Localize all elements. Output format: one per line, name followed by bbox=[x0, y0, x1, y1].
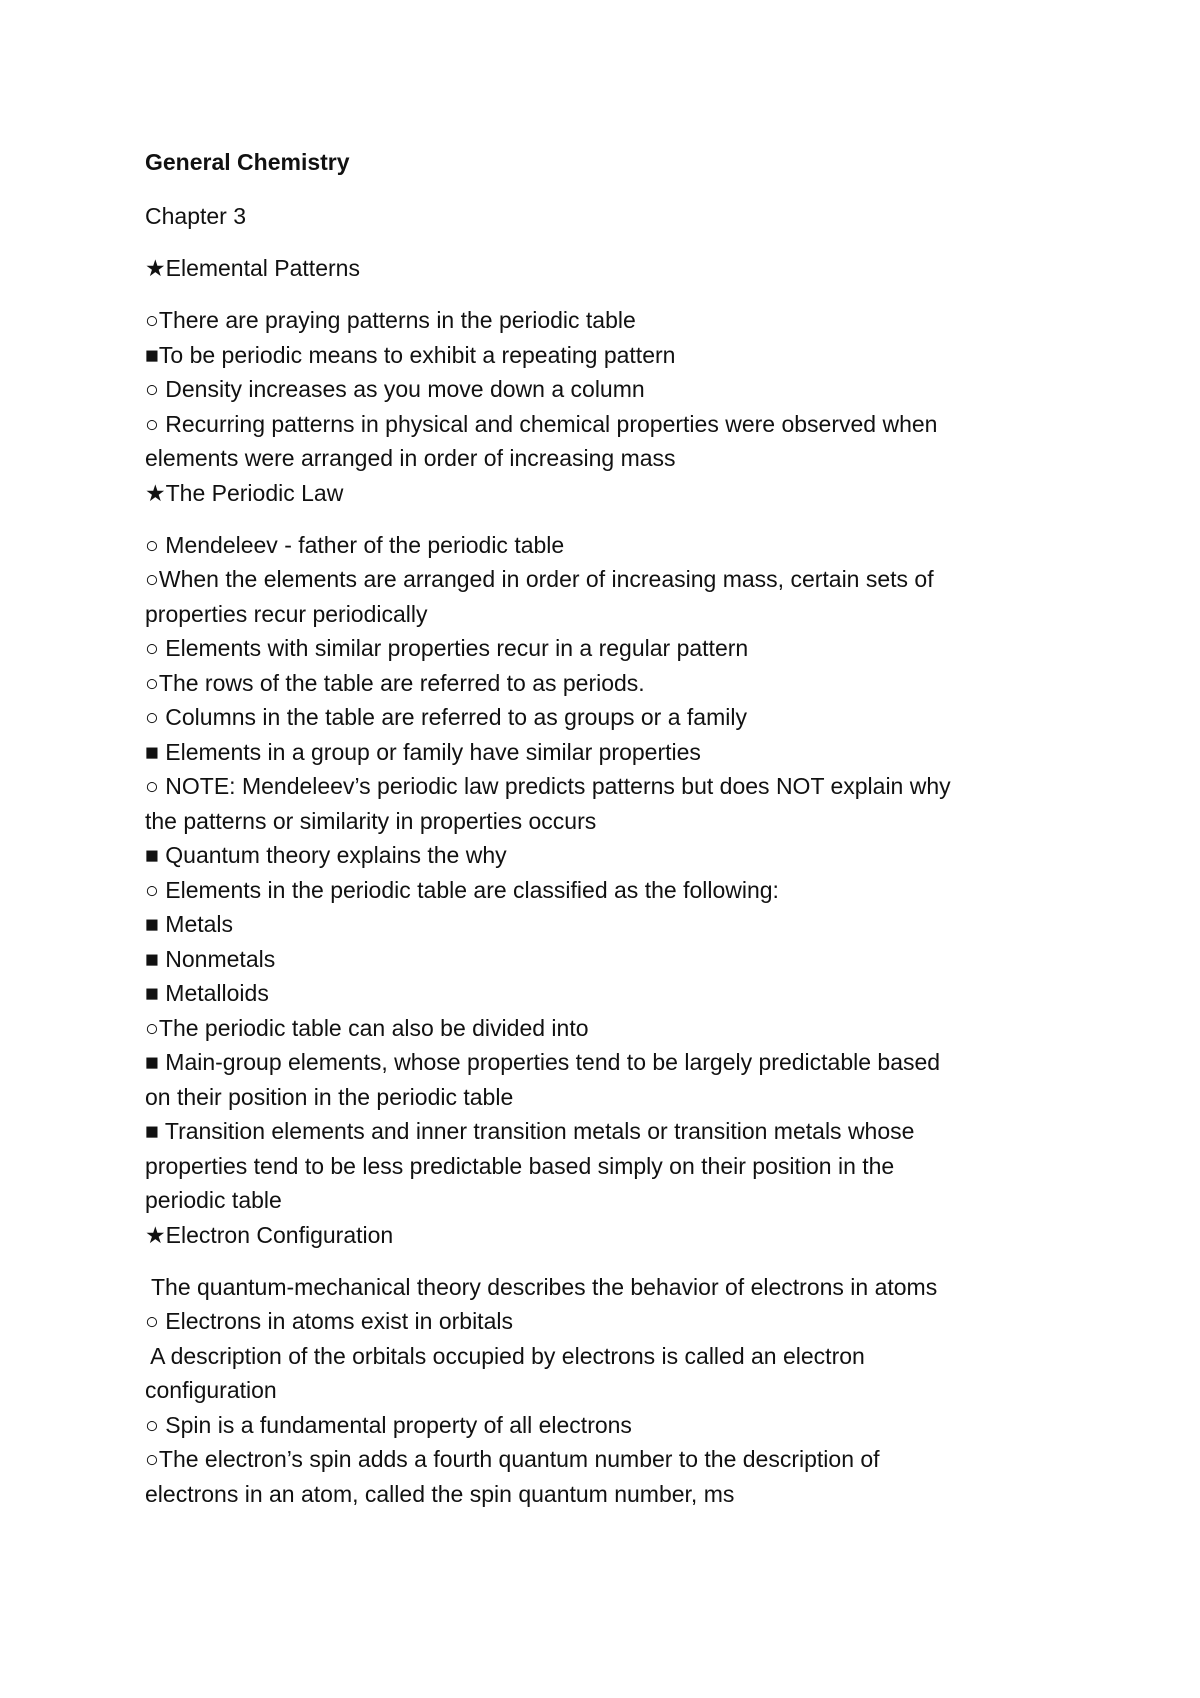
text-line: ○The rows of the table are referred to as periods. bbox=[145, 669, 645, 696]
text-line: ○ Electrons in atoms exist in orbitals bbox=[145, 1308, 513, 1334]
text-line: ○There are praying patterns in the periodic table bbox=[145, 307, 636, 333]
text-line: ○The electron’s spin adds a fourth quantum number to the description of bbox=[145, 1446, 880, 1472]
text-line: ○ Columns in the table are referred to as groups or a family bbox=[145, 704, 747, 730]
document-title: General Chemistry bbox=[145, 149, 350, 175]
text-line: on their position in the periodic table bbox=[145, 1083, 514, 1110]
text-line: ○ Density increases as you move down a column bbox=[145, 376, 645, 402]
text-line: elements were arranged in order of increasing mass bbox=[145, 445, 676, 471]
text-line: ■ Metals bbox=[145, 911, 234, 937]
document-body bbox=[145, 145, 1065, 1511]
text-line: ○ NOTE: Mendeleev’s periodic law predicts patterns but does NOT explain why bbox=[145, 773, 951, 799]
section-periodic-law bbox=[145, 528, 1065, 1218]
text-line: The quantum-mechanical theory describes the behavior of electrons in atoms bbox=[145, 1273, 938, 1300]
text-line: ■ Elements in a group or family have similar properties bbox=[145, 738, 701, 765]
text-line: ■ Transition elements and inner transition metals or transition metals whose bbox=[145, 1118, 915, 1144]
text-line: the patterns or similarity in properties occurs bbox=[145, 807, 597, 834]
section-electron-configuration bbox=[145, 1270, 1065, 1512]
chapter-label: Chapter 3 bbox=[145, 203, 247, 229]
section-heading-electron-configuration: ★Electron Configuration bbox=[145, 1221, 394, 1248]
text-line: ■ Main-group elements, whose properties tend to be largely predictable based bbox=[145, 1049, 941, 1075]
text-line: ○ Elements with similar properties recur in a regular pattern bbox=[145, 635, 749, 661]
text-line: ■ Metalloids bbox=[145, 980, 269, 1006]
text-line: ○The periodic table can also be divided into bbox=[145, 1014, 589, 1041]
text-line: ○ Spin is a fundamental property of all electrons bbox=[145, 1411, 632, 1438]
text-line: configuration bbox=[145, 1377, 277, 1403]
text-line: ○ Elements in the periodic table are classified as the following: bbox=[145, 876, 779, 903]
section-heading-elemental-patterns: ★Elemental Patterns bbox=[145, 255, 360, 281]
text-line: ■ Quantum theory explains the why bbox=[145, 842, 507, 868]
text-line: A description of the orbitals occupied by electrons is called an electron bbox=[145, 1342, 865, 1369]
text-line: ■To be periodic means to exhibit a repeating pattern bbox=[145, 341, 676, 368]
text-line: ○ Recurring patterns in physical and chemical properties were observed when bbox=[145, 410, 938, 437]
text-line: properties tend to be less predictable based simply on their position in the bbox=[145, 1152, 895, 1179]
section-elemental-patterns bbox=[145, 303, 1065, 476]
text-line: ■ Nonmetals bbox=[145, 945, 276, 972]
text-line: periodic table bbox=[145, 1187, 282, 1213]
text-line: ○ Mendeleev - father of the periodic table bbox=[145, 531, 565, 558]
text-line: properties recur periodically bbox=[145, 600, 428, 627]
text-line: ○When the elements are arranged in order of increasing mass, certain sets of bbox=[145, 566, 934, 592]
section-heading-periodic-law: ★The Periodic Law bbox=[145, 479, 344, 506]
text-line: electrons in an atom, called the spin quantum number, ms bbox=[145, 1480, 735, 1507]
